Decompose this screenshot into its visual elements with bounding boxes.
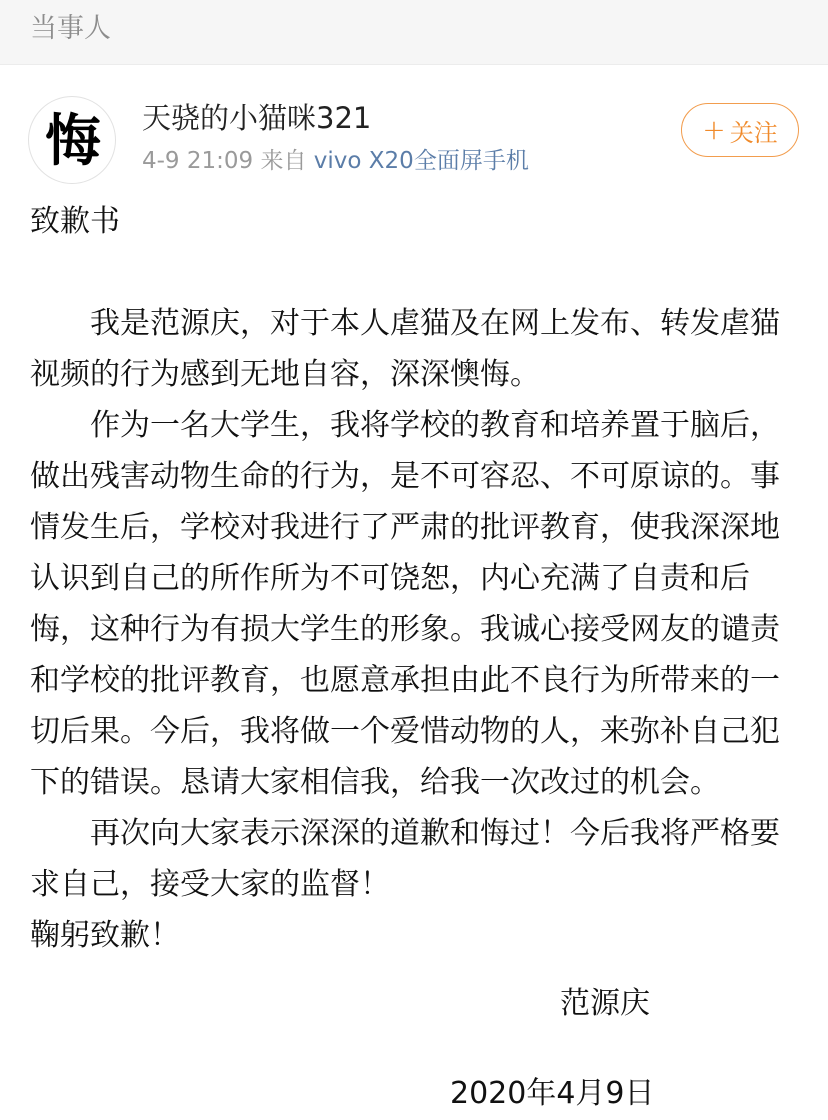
follow-button-label: 关注 bbox=[729, 118, 778, 147]
username[interactable]: 天骁的小猫咪321 bbox=[142, 101, 372, 135]
signature-date: 2020年4月9日 bbox=[450, 1076, 655, 1111]
follow-button[interactable] bbox=[681, 103, 799, 157]
paragraph-1: 我是范源庆，对于本人虐猫及在网上发布、转发虐猫视频的行为感到无地自容，深深懊悔。 bbox=[30, 306, 780, 392]
post-body bbox=[30, 196, 800, 961]
letter-title: 致歉书 bbox=[30, 204, 120, 239]
section-header bbox=[0, 0, 828, 65]
signature-name: 范源庆 bbox=[560, 986, 650, 1021]
paragraph-3: 再次向大家表示深深的道歉和悔过！今后我将严格要求自己，接受大家的监督！ bbox=[30, 816, 780, 902]
source-prefix: 来自 bbox=[260, 148, 307, 174]
paragraph-2: 作为一名大学生，我将学校的教育和培养置于脑后，做出残害动物生命的行为，是不可容忍、不可原谅的。事情发生后，学校对我进行了严肃的批评教育，使我深深地认识到自己的所作所为不可饶恕，内心充满了自责和后悔，这种行为有损大学生的形象。我诚心接受网友的谴责和学校的批评教育，也愿意承担由此不良行为所带来的一切后果。今后，我将做一个爱惜动物的人，来弥补自己犯下的错误。恳请大家相信我，给我一次改过的机会。 bbox=[30, 408, 780, 800]
avatar[interactable] bbox=[28, 96, 116, 184]
plus-icon: + bbox=[702, 113, 726, 146]
source-device-link[interactable]: vivo X20全面屏手机 bbox=[313, 148, 529, 174]
post-meta bbox=[142, 146, 529, 176]
closing-line: 鞠躬致歉！ bbox=[30, 918, 180, 953]
avatar-image: 悔 bbox=[45, 108, 101, 174]
post-time: 4-9 21:09 bbox=[142, 148, 254, 174]
section-title: 当事人 bbox=[30, 13, 111, 44]
